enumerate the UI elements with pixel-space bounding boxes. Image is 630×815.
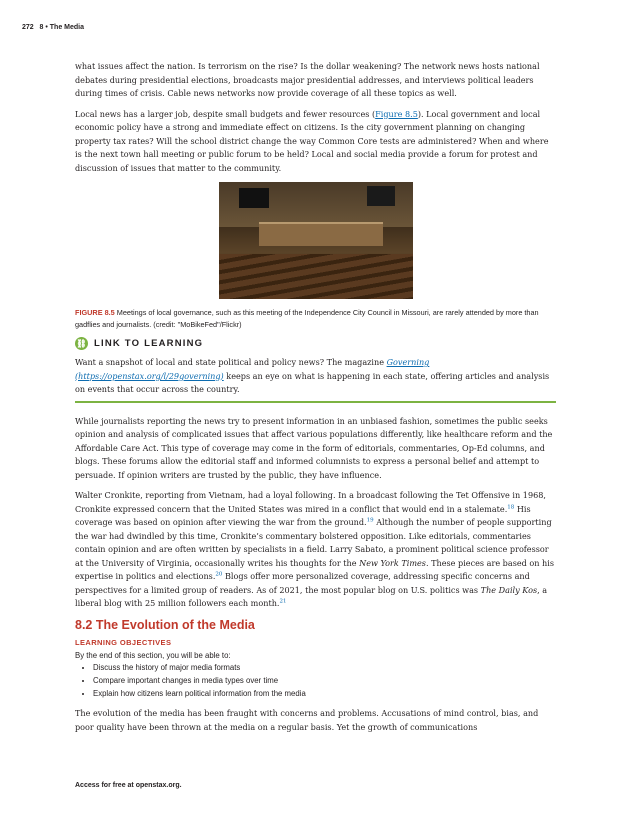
page-footer: Access for free at openstax.org. (75, 782, 182, 789)
learning-objectives-intro: By the end of this section, you will be able to: (75, 650, 231, 660)
figure-caption: FIGURE 8.5 Meetings of local governance, such as this meeting of the Independence City Council in Missouri, are rarely attended by more than gadflies and journalists. (credit: "MoBikeFed"/Flickr) (75, 308, 539, 329)
page-content (75, 60, 556, 741)
footnote-ref-21[interactable]: 21 (279, 598, 287, 605)
link-to-learning-text: Want a snapshot of local and state political and policy news? The magazine Governing (https://openstax.org/l/29governing) keeps an eye on what is happening in each state, offering articles and analysis on events that occur across the country. (75, 357, 550, 394)
list-item: • Explain how citizens learn political information from the media (93, 688, 556, 701)
link-to-learning-title: ⛓ LINK TO LEARNING (76, 338, 204, 349)
footnote-ref-18[interactable]: 18 (507, 503, 515, 510)
footnote-ref-19[interactable]: 19 (366, 517, 374, 524)
running-header (22, 24, 84, 31)
figure-label: FIGURE 8.5 (75, 308, 115, 317)
chapter-title: 8 • The Media (39, 24, 84, 31)
learning-objectives-title: LEARNING OBJECTIVES (75, 637, 172, 647)
figure-8-5-link[interactable]: Figure 8.5 (375, 108, 418, 119)
learning-objectives-list (75, 662, 556, 700)
list-item: • Discuss the history of major media formats (93, 662, 556, 675)
footnote-ref-20[interactable]: 20 (215, 571, 223, 578)
governing-link[interactable]: Governing (https://openstax.org/l/29governing) (75, 357, 430, 381)
paragraph-2: Local news has a larger job, despite small budgets and fewer resources (Figure 8.5). Local government and local economic policy have a strong and immediate effect on citizens. Is the city government planning on changing property tax rates? Will the school district change the way Common Core tests are administered? When and where is the next town hall meeting or public forum to be held? Local and social media provide a forum for protest and discussion of issues that matter to the community. (75, 108, 549, 173)
section-heading: 8.2 The Evolution of the Media (75, 617, 255, 632)
list-item: • Compare important changes in media types over time (93, 675, 556, 688)
paragraph-5: The evolution of the media has been fraught with concerns and problems. Accusations of mind control, bias, and poor quality have been thrown at the media on a regular basis. Yet the growth of communications (75, 708, 539, 732)
paragraph-4: Walter Cronkite, reporting from Vietnam, had a loyal following. In a broadcast following the Tet Offensive in 1968, Cronkite expressed concern that the United States was mired in a conflict that would end in a stalemate.$^{18}$ His coverage was based on opinion after viewing the war from the ground.$^{19}$ Although the number of people supporting the war had dwindled by this time, Cronkite’s commentary bolstered opposition. Like editorials, commentaries contain opinion and are often written by specialists in a field. Larry Sabato, a prominent political science professor at the University of Virginia, occasionally writes his thoughts for the New York Times. These pieces are based on his expertise in politics and elections.$^{20}$ Blogs offer more personalized coverage, addressing specific concerns and perspectives for a limited group of readers. As of 2021, the most popular blog on U.S. politics was The Daily Kos, a liberal blog with 25 million followers each month.$^{21}$ (75, 490, 554, 608)
city-council-photo (219, 182, 413, 299)
page-number: 272 (22, 24, 34, 31)
paragraph-3: While journalists reporting the news try to present information in an unbiased fashion, sometimes the public seeks opinion and analysis of complicated issues that affect various populations differently, like healthcare reform and the Affordable Care Act. This type of coverage may come in the form of editorials, commentaries, Op-Ed columns, and blogs. These forums allow the editorial staff and informed columnists to express a personal belief and attempt to persuade. If opinion writers are trusted by the public, they have influence. (75, 415, 553, 480)
link-to-learning-box (75, 337, 556, 403)
link-icon: ⛓ (76, 339, 87, 348)
paragraph-1: what issues affect the nation. Is terrorism on the rise? Is the dollar weakening? The network news hosts national debates during presidential elections, broadcasts major presidential addresses, and interviews political leaders during times of crisis. Cable news networks now provide coverage of all these topics as well. (75, 61, 540, 98)
